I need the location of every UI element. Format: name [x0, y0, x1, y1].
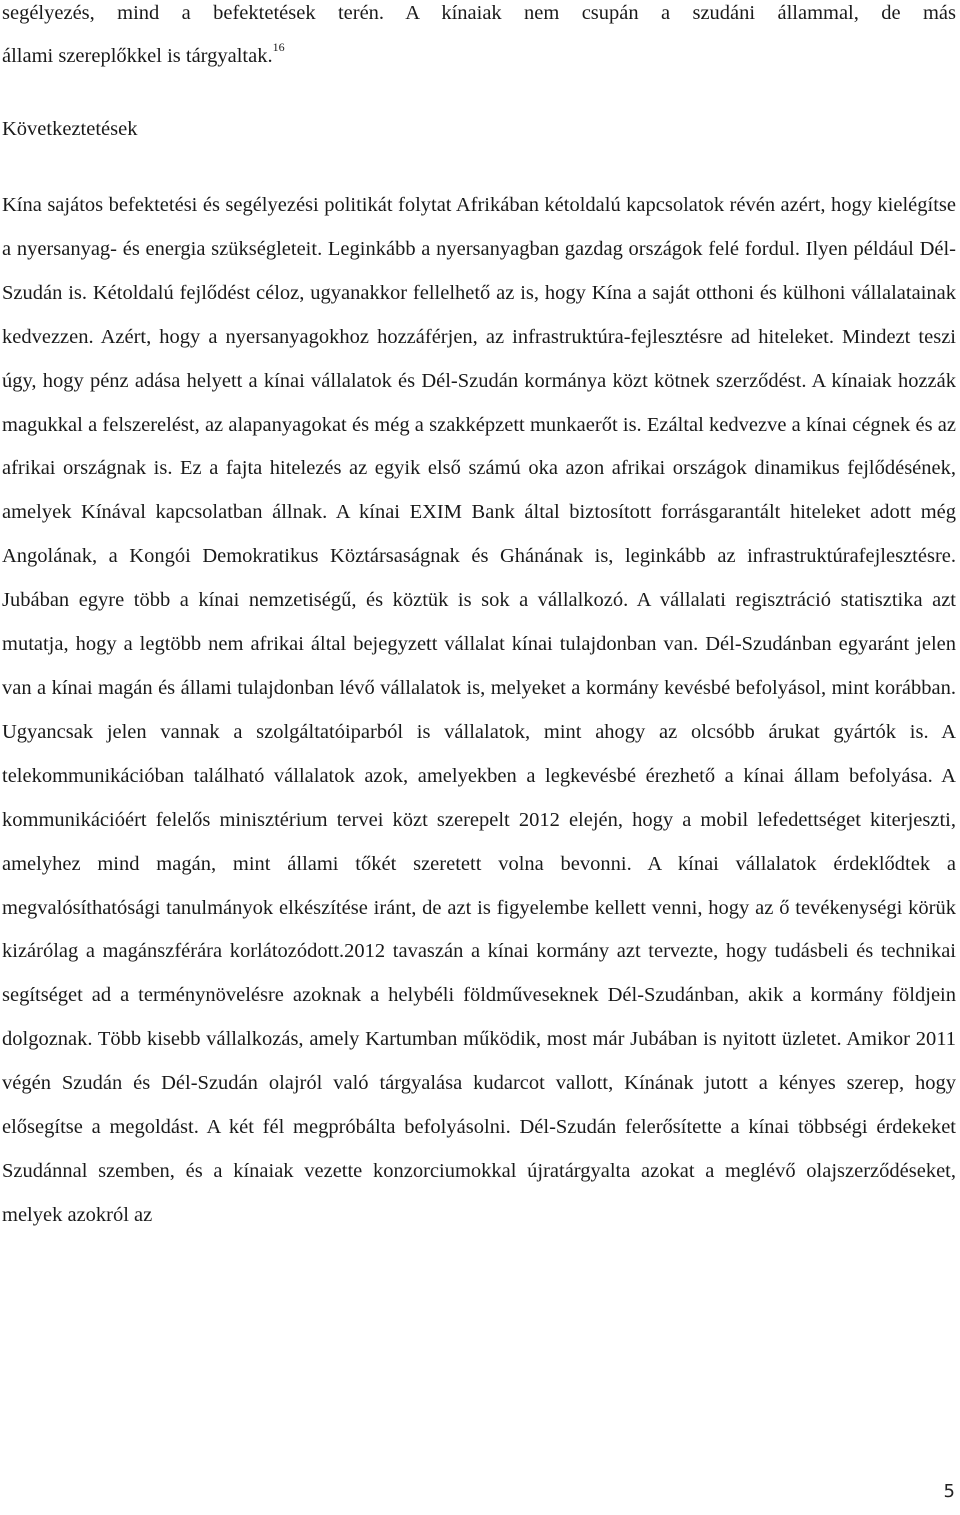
intro-line-1: segélyezés, mind a befektetések terén. A kínaiak nem csupán a szudáni állammal, de más: [2, 2, 956, 24]
intro-paragraph: [2, 0, 956, 79]
intro-line-2: [2, 35, 956, 78]
page-number: 5: [943, 1481, 955, 1502]
section-heading: Következtetések: [2, 118, 138, 140]
intro-line-2-text: állami szereplőkkel is tárgyaltak.: [2, 45, 273, 68]
body-paragraph: Kína sajátos befektetési és segélyezési politikát folytat Afrikában kétoldalú kapcsolatok révén azért, hogy kielégítse a nyersanyag- és energia szükségleteit. Leginkább a nyersanyagban gazdag országok felé fordul. Ilyen például Dél-Szudán is. Kétoldalú fejlődést céloz, ugyanakkor fellelhető az is, hogy Kína a saját otthoni és külhoni vállalatainak kedvezzen. Azért, hogy a nyersanyagokhoz hozzáférjen, az infrastruktúra-fejlesztésre ad hiteleket. Mindezt teszi úgy, hogy pénz adása helyett a kínai vállalatok és Dél-Szudán kormánya közt kötnek szerződést. A kínaiak hozzák magukkal a felszerelést, az alapanyagokat és még a szakképzett munkaerőt is. Ezáltal kedvezve a kínai cégnek és az afrikai országnak is. Ez a fajta hitelezés az egyik első számú oka azon afrikai országok dinamikus fejlődésének, amelyek Kínával kapcsolatban állnak. A kínai EXIM Bank által biztosított forrásgarantált hiteleket adott még Angolának, a Kongói Demokratikus Köztársaságnak és Ghánának is, leginkább az infrastruktúrafejlesztésre. Jubában egyre több a kínai nemzetiségű, és köztük is sok a vállalkozó. A vállalati regisztráció statisztika azt mutatja, hogy a legtöbb nem afrikai által bejegyzett vállalat kínai tulajdonban van. Dél-Szudánban egyaránt jelen van a kínai magán és állami tulajdonban lévő vállalatok is, melyeket a kormány kevésbé befolyásol, mint korábban. Ugyancsak jelen vannak a szolgáltatóiparból is vállalatok, mint ahogy az olcsóbb árukat gyártók is. A telekommunikációban található vállalatok azok, amelyekben a legkevésbé érezhető a kínai állam befolyása. A kommunikációért felelős minisztérium tervei közt szerepelt 2012 elején, hogy a mobil lefedettséget kiterjeszti, amelyhez mind magán, mint állami tőkét szeretett volna bevonni. A kínai vállalatok érdeklődtek a megvalósíthatósági tanulmányok elkészítése iránt, de azt is figyelembe kellett venni, hogy az ő tevékenységi körük kizárólag a magánszférára korlátozódott.2012 tavaszán a kínai kormány azt tervezte, hogy tudásbeli és technikai segítséget ad a terménynövelésre azoknak a helybéli földműveseknek Dél-Szudánban, akik a kormány földjein dolgoznak. Több kisebb vállalkozás, amely Kartumban működik, most már Jubában is nyitott üzletet. Amikor 2011 végén Szudán és Dél-Szudán olajról való tárgyalása kudarcot vallott, Kínának jutott a kényes szerep, hogy elősegítse a megoldást. A két fél megpróbálta befolyásolni. Dél-Szudán felerősítette a kínai többségi érdekeket Szudánnal szemben, és a kínaiak vezette konzorciumokkal újratárgyalta azokat a meglévő olajszerződéseket, melyek azokról az: [2, 194, 956, 1226]
footnote-reference[interactable]: 16: [272, 40, 285, 55]
